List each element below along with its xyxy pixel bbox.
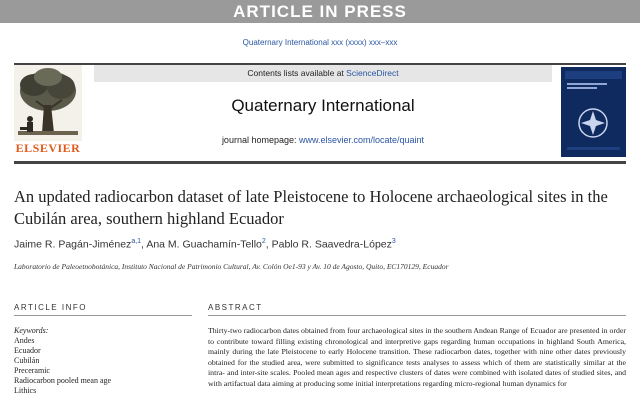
keyword-item: Cubilán (14, 356, 40, 365)
author-affiliation: Laboratorio de Paleoetnobotánica, Instituto Nacional de Patrimonio Cultural, Av. Colón Oe1-93 y Av. 10 de Agosto, Quito, EC170129, Ecuador (14, 262, 449, 271)
journal-header (14, 65, 626, 159)
author-3-affil-marker[interactable]: 3 (391, 238, 396, 245)
elsevier-tree-icon (14, 65, 82, 141)
elsevier-wordmark: ELSEVIER (15, 141, 81, 155)
elsevier-logo[interactable] (14, 65, 82, 159)
journal-cover-icon (561, 67, 626, 157)
journal-citation[interactable]: Quaternary International xxx (xxxx) xxx–xxx (242, 38, 398, 47)
abstract-rule (208, 315, 626, 316)
homepage-prefix: journal homepage: (221, 135, 299, 145)
journal-info-panel (94, 65, 552, 159)
keywords-block (14, 326, 189, 396)
author-1[interactable]: Jaime R. Pagán-Jiménez (14, 238, 132, 251)
homepage-link[interactable]: www.elsevier.com/locate/quaint (299, 135, 425, 145)
contents-lists-strip (94, 65, 552, 82)
author-2[interactable]: Ana M. Guachamín-Tello (146, 238, 262, 251)
contents-prefix: Contents lists available at (247, 68, 347, 78)
author-separator: , (265, 238, 272, 251)
article-info-heading: ARTICLE INFO (14, 303, 87, 312)
keyword-item: Andes (14, 336, 35, 345)
journal-cover-thumbnail[interactable] (561, 67, 626, 157)
article-info-rule (14, 315, 192, 316)
keywords-label: Keywords: (14, 326, 49, 335)
keyword-item: Lithics (14, 386, 37, 395)
author-1-affil-marker[interactable]: a,1 (131, 238, 142, 245)
abstract-heading: ABSTRACT (208, 303, 263, 312)
header-bottom-rule (14, 161, 626, 164)
author-2-affil-marker[interactable]: 2 (261, 238, 266, 245)
author-list (14, 238, 614, 251)
sciencedirect-link[interactable]: ScienceDirect (346, 68, 399, 78)
article-title: An updated radiocarbon dataset of late Pleistocene to Holocene archaeological sites in the Cubilán area, southern highland Ecuador (14, 187, 608, 228)
article-in-press-banner: ARTICLE IN PRESS (0, 0, 640, 23)
author-3[interactable]: Pablo R. Saavedra-López (271, 238, 392, 251)
keyword-item: Ecuador (14, 346, 41, 355)
journal-homepage (94, 135, 552, 145)
keyword-item: Radiocarbon pooled mean age (14, 376, 112, 385)
journal-title: Quaternary International (231, 96, 415, 115)
author-separator: , (141, 238, 147, 251)
abstract-body: Thirty-two radiocarbon dates obtained from four archaeological sites in the southern Andean Range of Ecuador are presented in order to contribute toward filling existing chronological and interpretive gaps regarding human occupations in highland South America, mainly during the late Pleistocene to early Holocene transition. These radiocarbon dates, together with nine other dates previously obtained for the studied area, were submitted to significance tests analyses to assess which of them are statistically similar at the intra- and inter-site scales. Pooled mean ages and respective clusters of dates were combined with isolated dates of studied sites, and with artifactual data aiming at producing some initial interpretations regarding micro-regional human dynamics for (208, 326, 626, 388)
keyword-item: Preceramic (14, 366, 50, 375)
